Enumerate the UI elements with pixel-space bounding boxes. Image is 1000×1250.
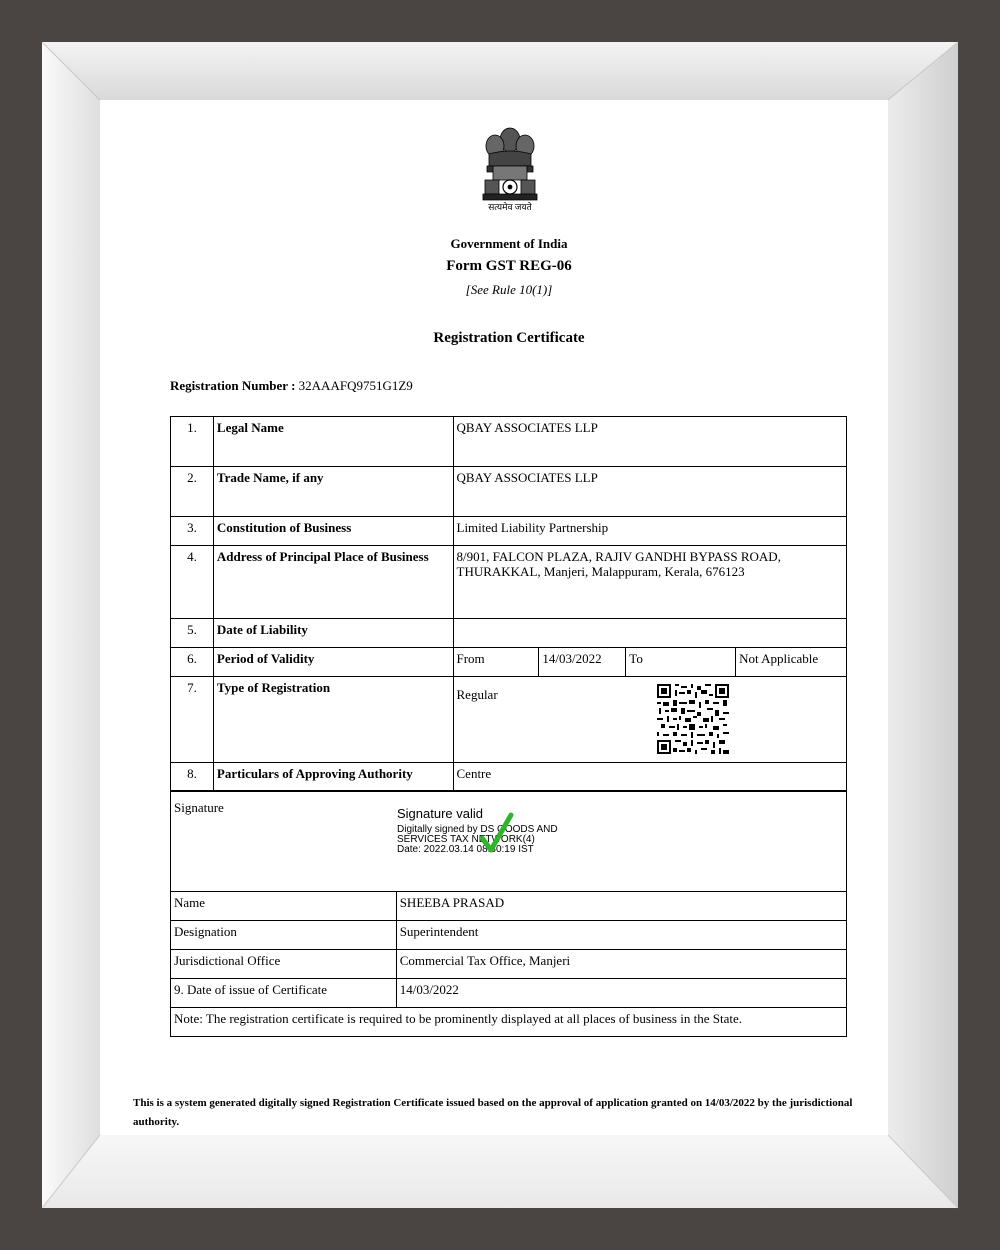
row-label: Legal Name: [213, 417, 453, 467]
table-row: [171, 417, 847, 467]
form-heading: Form GST REG-06: [446, 258, 572, 274]
row-label: Type of Registration: [213, 677, 453, 763]
table-row: [171, 1008, 847, 1037]
registration-type-cell: [453, 677, 847, 763]
rule-reference: [See Rule 10(1)]: [465, 282, 553, 297]
signature-line-3: Date: 2022.03.14 08:30:19 IST: [397, 844, 534, 855]
registration-number-value: 32AAAFQ9751G1Z9: [298, 378, 413, 393]
checkmark-icon: [480, 812, 514, 854]
from-label: From: [453, 648, 539, 677]
display-note: Note: The registration certificate is required to be prominently displayed at all places of business in the State.: [171, 1008, 847, 1037]
registration-number: [170, 378, 413, 394]
name-label: Name: [171, 892, 397, 921]
jurisdictional-office-label: Jurisdictional Office: [171, 950, 397, 979]
table-row: [171, 950, 847, 979]
row-number: 6.: [171, 648, 214, 677]
row-number: 3.: [171, 517, 214, 546]
date-of-liability-value: [453, 619, 847, 648]
signature-label: Signature: [174, 800, 224, 815]
row-number: 8.: [171, 763, 214, 792]
table-row: [171, 546, 847, 619]
issue-date-value: 14/03/2022: [396, 979, 846, 1008]
trade-name-value: QBAY ASSOCIATES LLP: [453, 467, 847, 517]
row-label: Particulars of Approving Authority: [213, 763, 453, 792]
designation-value: Superintendent: [396, 921, 846, 950]
approving-authority-value: Centre: [453, 763, 847, 792]
legal-name-value: QBAY ASSOCIATES LLP: [453, 417, 847, 467]
registration-number-label: Registration Number :: [170, 378, 296, 393]
registration-details-table: [170, 416, 847, 792]
table-row: [171, 921, 847, 950]
designation-label: Designation: [171, 921, 397, 950]
table-row: [171, 517, 847, 546]
registration-type-value: Regular: [456, 687, 498, 702]
issue-date-label: 9. Date of issue of Certificate: [171, 979, 397, 1008]
row-label: Constitution of Business: [213, 517, 453, 546]
constitution-value: Limited Liability Partnership: [453, 517, 847, 546]
table-row: [171, 763, 847, 792]
validity-from-value: 14/03/2022: [539, 648, 626, 677]
state-emblem-icon: [473, 120, 547, 212]
row-label: Date of Liability: [213, 619, 453, 648]
table-row: [171, 648, 847, 677]
row-number: 5.: [171, 619, 214, 648]
signature-valid-text: Signature valid: [397, 806, 483, 821]
page-title: Registration Certificate: [433, 330, 585, 346]
address-value: 8/901, FALCON PLAZA, RAJIV GANDHI BYPASS ROAD, THURAKKAL, Manjeri, Malappuram, Kerala, 676123: [453, 546, 847, 619]
signature-line-2: SERVICES TAX NETWORK(4): [397, 834, 535, 845]
name-value: SHEEBA PRASAD: [396, 892, 846, 921]
signature-line-1: Digitally signed by DS GOODS AND: [397, 824, 558, 835]
footer-statement: This is a system generated digitally signed Registration Certificate issued based on the approval of application granted on 14/03/2022 by the jurisdictional authority.: [133, 1097, 853, 1128]
row-number: 2.: [171, 467, 214, 517]
table-row: [171, 619, 847, 648]
government-heading: Government of India: [450, 236, 568, 251]
qr-code-icon: [657, 684, 729, 754]
table-row: [171, 979, 847, 1008]
row-label: Trade Name, if any: [213, 467, 453, 517]
emblem-motto: सत्यमेव जयते: [488, 202, 532, 212]
row-label: Address of Principal Place of Business: [213, 546, 453, 619]
jurisdictional-office-value: Commercial Tax Office, Manjeri: [396, 950, 846, 979]
row-number: 1.: [171, 417, 214, 467]
to-label: To: [626, 648, 736, 677]
row-number: 7.: [171, 677, 214, 763]
validity-to-value: Not Applicable: [736, 648, 847, 677]
table-row: [171, 892, 847, 921]
row-number: 4.: [171, 546, 214, 619]
table-row: [171, 677, 847, 763]
table-row: [171, 467, 847, 517]
row-label: Period of Validity: [213, 648, 453, 677]
